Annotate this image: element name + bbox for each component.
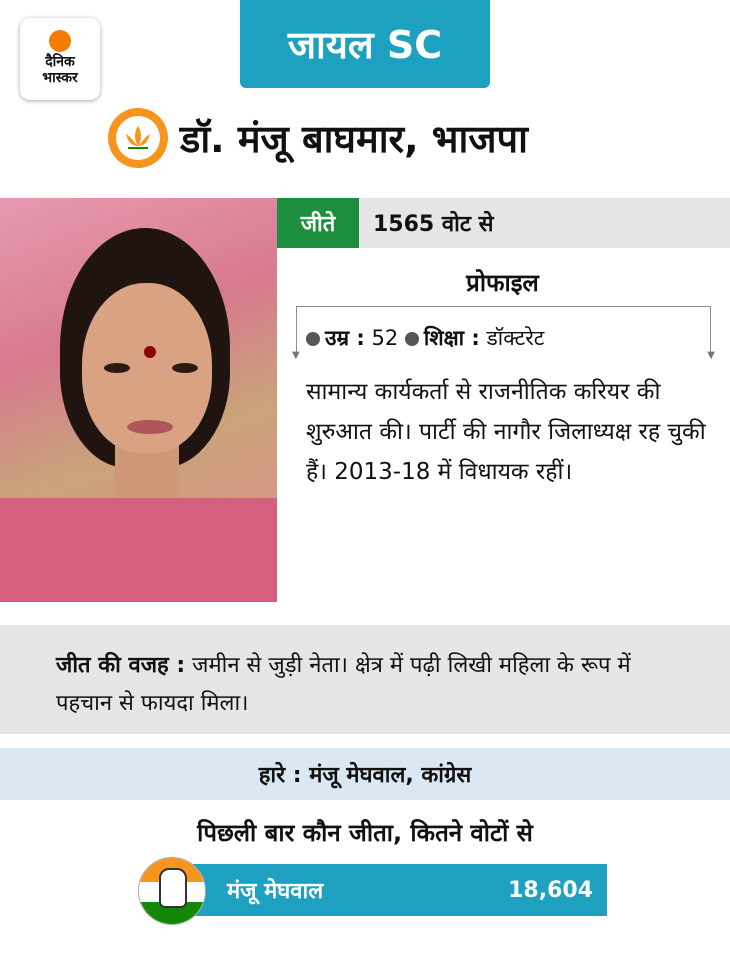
age-label: उम्र : (325, 326, 365, 350)
winner-name: डॉ. मंजू बाघमार, भाजपा (180, 117, 528, 161)
education-label: शिक्षा : (423, 326, 480, 350)
bjp-lotus-icon (108, 108, 168, 168)
logo-line-2: भास्कर (42, 70, 78, 86)
bullet-icon (405, 332, 419, 346)
bullet-icon (306, 332, 320, 346)
profile-stats (306, 324, 544, 352)
logo-line-1: दैनिक (45, 54, 75, 70)
congress-hand-icon (138, 857, 206, 925)
dainik-bhaskar-logo (20, 18, 100, 100)
sun-icon (49, 30, 71, 52)
win-reason-text: जमीन से जुड़ी नेता। क्षेत्र में पढ़ी लिखी महिला के रूप में पहचान से फायदा मिला। (56, 653, 631, 716)
winner-header (108, 106, 528, 170)
constituency-title: जायल SC (240, 0, 490, 88)
profile-bracket: ▼ ▼ (296, 306, 711, 354)
win-reason-label: जीत की वजह : (56, 653, 186, 678)
previous-votes: 18,604 (508, 877, 593, 903)
age-value: 52 (371, 326, 399, 350)
win-margin: 1565 वोट से (373, 212, 494, 237)
previous-winner-name: मंजू मेघवाल (227, 879, 324, 904)
result-bar (277, 198, 730, 248)
profile-title: प्रोफाइल (466, 269, 539, 297)
previous-result-bar (175, 864, 607, 916)
previous-title: पिछली बार कौन जीता, कितने वोटों से (197, 819, 533, 847)
result-label: जीते (277, 198, 359, 248)
win-reason-box (0, 625, 730, 734)
education-value: डॉक्टरेट (486, 326, 545, 350)
lost-candidate: हारे : मंजू मेघवाल, कांग्रेस (0, 748, 730, 800)
profile-description: सामान्य कार्यकर्ता से राजनीतिक करियर की शुरुआत की। पार्टी की नागौर जिलाध्यक्ष रह चुकी हैं। 2013-18 में विधायक रहीं। (306, 379, 706, 485)
winner-photo (0, 198, 277, 602)
